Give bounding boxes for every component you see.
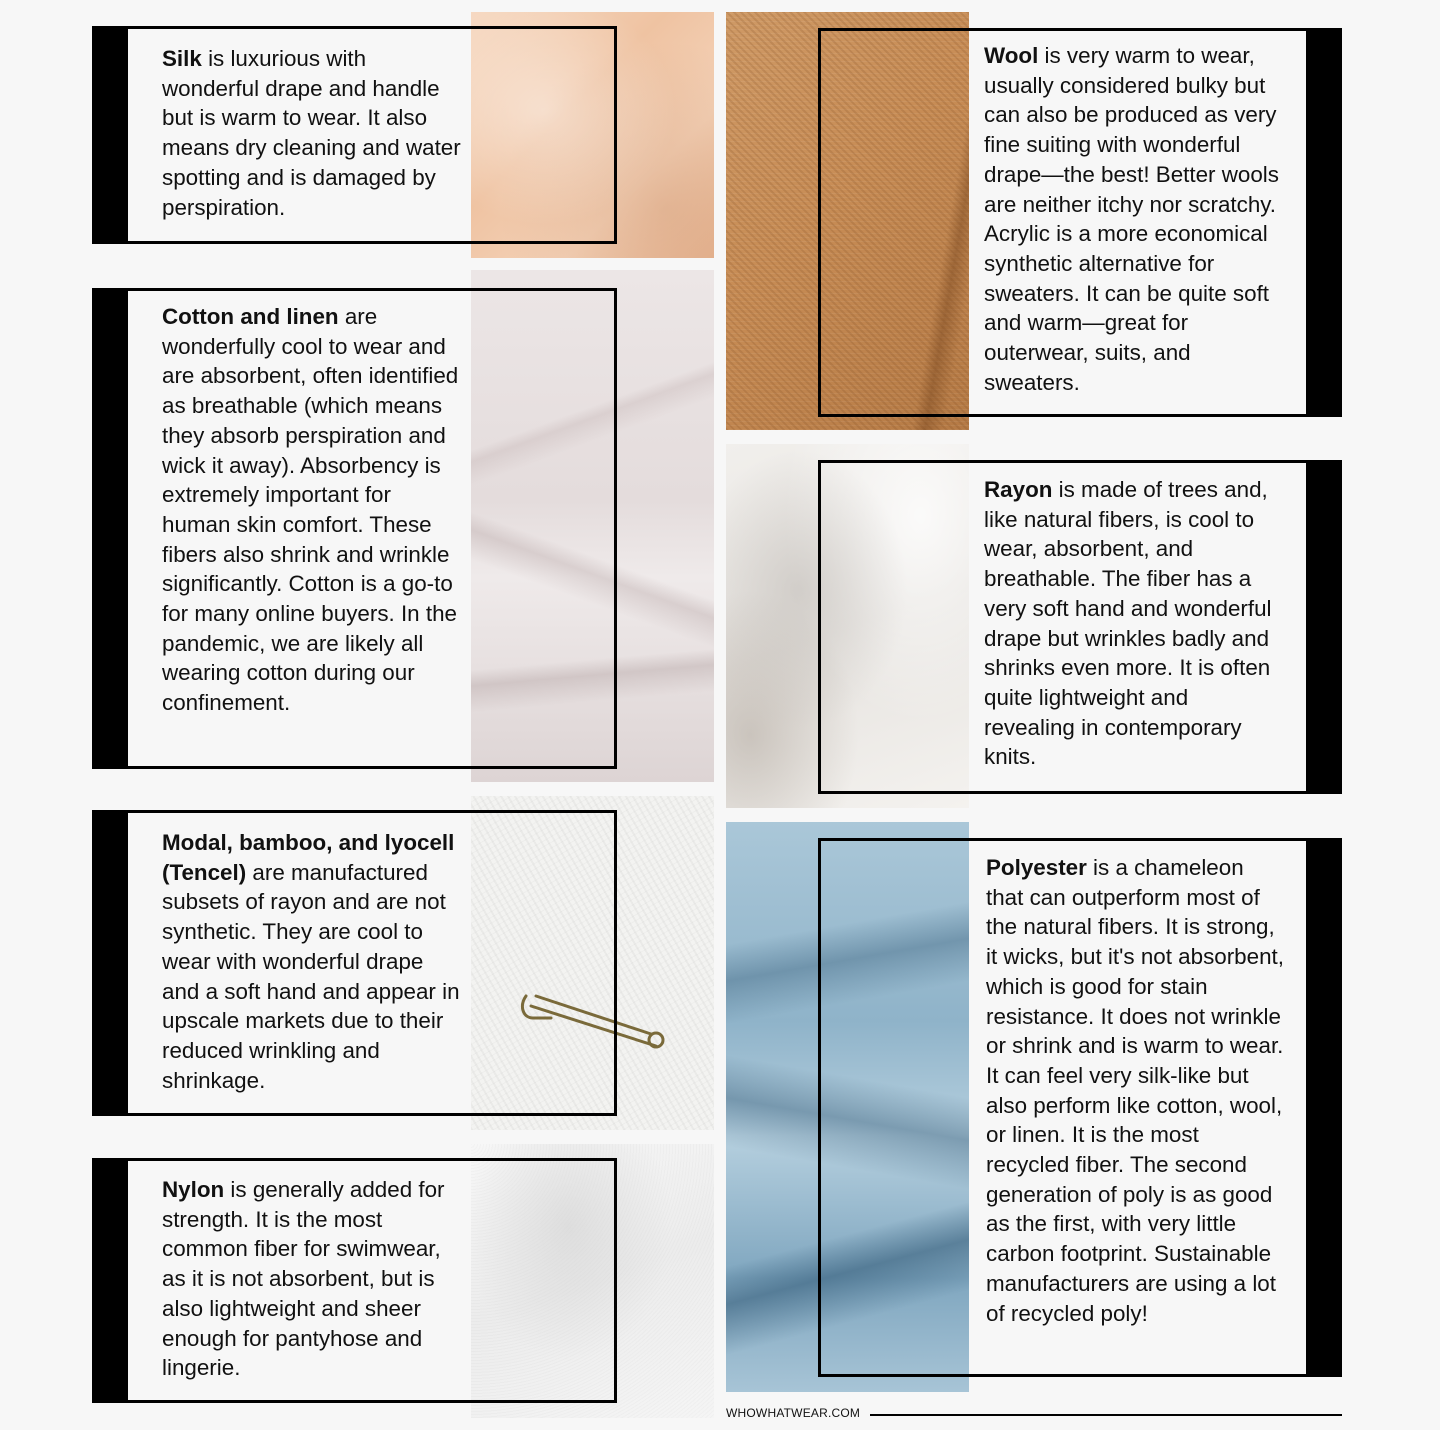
wool-text: is very warm to wear, usually considered bulky but can also be produced as very fine suiting with wonderful drape—the best! Better wools are neither itchy nor scratchy. Acrylic is a more economical synthetic alternative for sweaters. It can be quite soft and warm—great for outerwear, suits, and sweaters. (984, 43, 1279, 395)
modal-description (162, 828, 464, 1095)
footer-brand: WHOWHATWEAR.COM (726, 1406, 861, 1420)
silk-name: Silk (162, 46, 202, 71)
modal-text: are manufactured subsets of rayon and are not synthetic. They are cool to wear with wonderful drape and a soft hand and appear in upscale markets due to their reduced wrinkling and shrinkage. (162, 859, 460, 1093)
silk-text: is luxurious with wonderful drape and handle but is warm to wear. It also means dry cleaning and water spotting and is damaged by perspiration. (162, 46, 461, 220)
rayon-text: is made of trees and, like natural fibers, is cool to wear, absorbent, and breathable. The fiber has a very soft hand and wonderful drape but wrinkles badly and shrinks even more. It is often quite lightweight and revealing in contemporary knits. (984, 477, 1272, 770)
modal-name: Modal, bamboo, and lyocell (Tencel) (162, 830, 455, 885)
nylon-name: Nylon (162, 1177, 225, 1202)
silk-description (162, 44, 462, 222)
nylon-text: is generally added for strength. It is the most common fiber for swimwear, as it is not absorbent, but is also lightweight and sheer enough for pantyhose and lingerie. (162, 1177, 445, 1381)
footer-rule (870, 1414, 1342, 1416)
cotton-description (162, 302, 464, 718)
cotton-text: are wonderfully cool to wear and are absorbent, often identified as breathable (which means they absorb perspiration and wick it away). Absorbency is extremely important for human skin comfort. These fibers also shrink and wrinkle significantly. Cotton is a go-to for many online buyers. In the pandemic, we are likely all wearing cotton during our confinement. (162, 304, 459, 716)
rayon-name: Rayon (984, 477, 1053, 502)
polyester-description (986, 853, 1286, 1328)
polyester-text: is a chameleon that can outperform most of the natural fibers. It is strong, it wicks, but it's not absorbent, which is good for stain resistance. It does not wrinkle or shrink and is warm to wear. It can feel very silk-like but also perform like cotton, wool, or linen. It is the most recycled fiber. The second generation of poly is as good as the first, with very little carbon footprint. Sustainable manufacturers are using a lot of recycled poly! (986, 855, 1284, 1326)
polyester-name: Polyester (986, 855, 1087, 880)
cotton-name: Cotton and linen (162, 304, 339, 329)
wool-name: Wool (984, 43, 1039, 68)
nylon-description (162, 1175, 464, 1383)
rayon-description (984, 475, 1274, 772)
wool-description (984, 41, 1288, 397)
